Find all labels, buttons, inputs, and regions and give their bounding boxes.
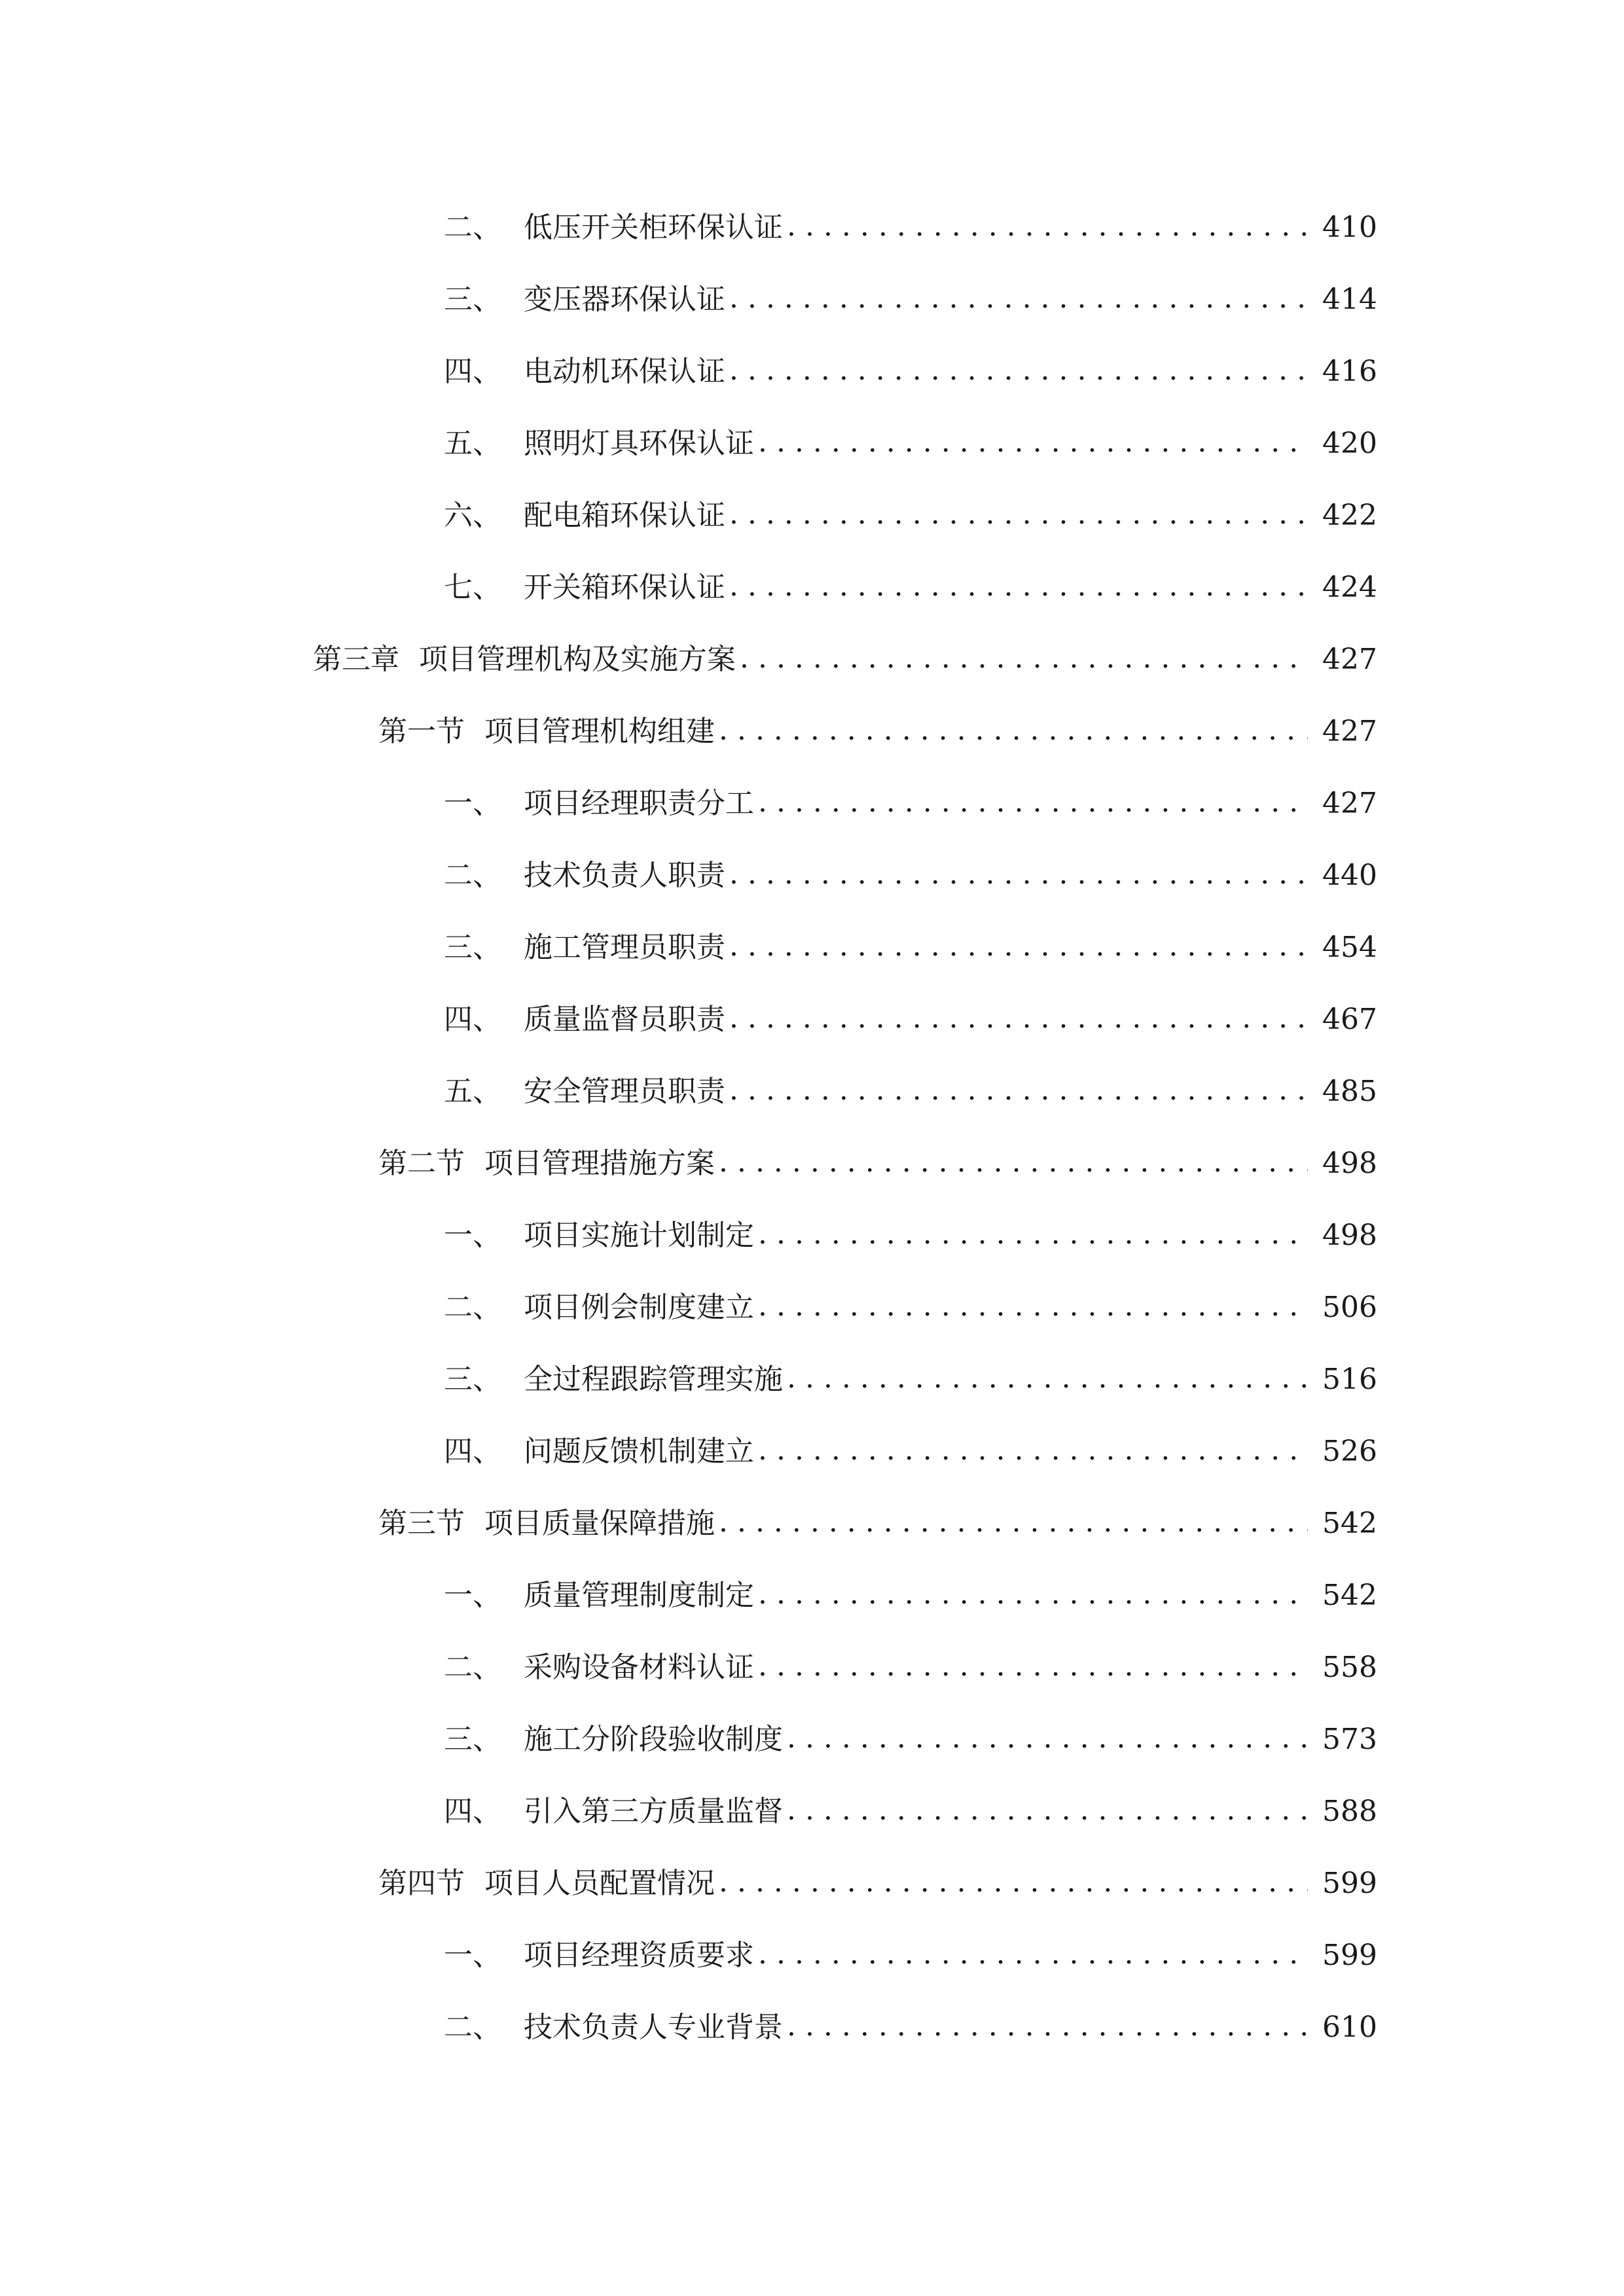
toc-entry-page: 542 (1322, 1507, 1377, 1540)
toc-entry-title: 质量监督员职责 (524, 1003, 725, 1036)
toc-entry[interactable] (444, 1360, 1375, 1399)
toc-entry-page: 420 (1322, 427, 1377, 460)
toc-entry[interactable] (444, 856, 1375, 895)
toc-entry-title: 施工分阶段验收制度 (524, 1723, 783, 1756)
toc-entry[interactable] (444, 784, 1375, 823)
toc-entry-page: 427 (1322, 643, 1377, 676)
toc-entry-page: 599 (1322, 1867, 1377, 1900)
toc-entry-title: 项目管理机构及实施方案 (419, 643, 736, 676)
dot-leader (758, 1215, 1308, 1254)
toc-entry-title: 项目管理机构组建 (484, 715, 715, 748)
dot-leader (758, 1287, 1308, 1326)
dot-leader (787, 207, 1308, 246)
toc-entry-page: 416 (1322, 355, 1377, 388)
dot-leader (719, 711, 1308, 750)
toc-entry-page: 485 (1322, 1075, 1377, 1108)
dot-leader (729, 1071, 1308, 1110)
toc-entry-page: 498 (1322, 1147, 1377, 1180)
dot-leader (787, 1719, 1308, 1758)
toc-entry[interactable] (444, 1432, 1375, 1471)
toc-entry[interactable] (444, 2008, 1375, 2047)
toc-entry-page: 427 (1322, 787, 1377, 820)
toc-entry-page: 588 (1322, 1795, 1377, 1828)
toc-entry-index: 第一节 (378, 715, 465, 748)
toc-entry-index: 六、 (444, 499, 501, 532)
toc-entry-title: 项目经理职责分工 (524, 787, 754, 820)
toc-entry-index: 二、 (444, 211, 501, 244)
toc-entry[interactable] (444, 1288, 1375, 1327)
dot-leader (758, 1647, 1308, 1686)
toc-entry-title: 配电箱环保认证 (524, 499, 725, 532)
toc-entry-index: 三、 (444, 931, 501, 964)
toc-entry[interactable] (444, 496, 1375, 535)
toc-entry-page: 440 (1322, 859, 1377, 892)
toc-entry-title: 变压器环保认证 (524, 283, 725, 316)
toc-entry-title: 项目例会制度建立 (524, 1291, 754, 1324)
toc-entry-title: 技术负责人专业背景 (524, 2011, 783, 2044)
dot-leader (758, 423, 1308, 462)
toc-entry[interactable] (444, 424, 1375, 463)
toc-entry[interactable] (444, 208, 1375, 247)
toc-entry-page: 506 (1322, 1291, 1377, 1324)
toc-entry-index: 第三节 (378, 1507, 465, 1540)
dot-leader (787, 2007, 1308, 2046)
toc-entry-page: 516 (1322, 1363, 1377, 1396)
toc-entry-page: 454 (1322, 931, 1377, 964)
toc-entry[interactable] (444, 1576, 1375, 1615)
toc-entry-section[interactable] (378, 712, 1375, 751)
toc-entry-title: 项目经理资质要求 (524, 1939, 754, 1972)
toc-entry-page: 526 (1322, 1435, 1377, 1468)
toc-entry[interactable] (444, 928, 1375, 967)
toc-entry-section[interactable] (378, 1144, 1375, 1183)
toc-entry-title: 全过程跟踪管理实施 (524, 1363, 783, 1396)
toc-entry-title: 施工管理员职责 (524, 931, 725, 964)
toc-entry-title: 采购设备材料认证 (524, 1651, 754, 1684)
toc-entry-page: 610 (1322, 2011, 1377, 2044)
toc-entry-index: 一、 (444, 1939, 501, 1972)
dot-leader (719, 1143, 1308, 1182)
toc-entry-page: 498 (1322, 1219, 1377, 1252)
dot-leader (729, 927, 1308, 966)
dot-leader (787, 1791, 1308, 1830)
toc-entry-page: 424 (1322, 571, 1377, 604)
dot-leader (787, 1359, 1308, 1398)
dot-leader (729, 351, 1308, 390)
toc-entry-title: 电动机环保认证 (524, 355, 725, 388)
toc-entry-index: 三、 (444, 283, 501, 316)
toc-entry-index: 七、 (444, 571, 501, 604)
toc-entry[interactable] (444, 568, 1375, 607)
dot-leader (729, 999, 1308, 1038)
toc-entry-index: 第二节 (378, 1147, 465, 1180)
dot-leader (719, 1503, 1308, 1542)
toc-entry-index: 第三章 (313, 643, 399, 676)
dot-leader (719, 1863, 1308, 1902)
dot-leader (758, 1935, 1308, 1974)
toc-entry-title: 引入第三方质量监督 (524, 1795, 783, 1828)
toc-entry-page: 573 (1322, 1723, 1377, 1756)
toc-entry-section[interactable] (378, 1504, 1375, 1543)
dot-leader (758, 1431, 1308, 1470)
dot-leader (729, 279, 1308, 318)
toc-entry-title: 项目管理措施方案 (484, 1147, 715, 1180)
toc-entry-page: 427 (1322, 715, 1377, 748)
toc-entry-title: 技术负责人职责 (524, 859, 725, 892)
toc-entry-page: 467 (1322, 1003, 1377, 1036)
toc-entry-page: 599 (1322, 1939, 1377, 1972)
dot-leader (729, 855, 1308, 894)
toc-entry[interactable] (444, 280, 1375, 319)
toc-entry-title: 开关箱环保认证 (524, 571, 725, 604)
dot-leader (758, 1575, 1308, 1614)
toc-entry-index: 四、 (444, 355, 501, 388)
toc-entry[interactable] (444, 1216, 1375, 1255)
toc-entry-index: 五、 (444, 427, 501, 460)
toc-entry-section[interactable] (378, 1864, 1375, 1903)
toc-entry-index: 二、 (444, 859, 501, 892)
toc-entry[interactable] (444, 1000, 1375, 1039)
toc-entry[interactable] (444, 352, 1375, 391)
toc-entry-index: 二、 (444, 1291, 501, 1324)
dot-leader (729, 567, 1308, 606)
toc-entry-page: 542 (1322, 1579, 1377, 1612)
dot-leader (729, 495, 1308, 534)
toc-entry-index: 二、 (444, 1651, 501, 1684)
toc-entry-index: 二、 (444, 2011, 501, 2044)
toc-entry-chapter[interactable] (313, 640, 1375, 679)
toc-entry-index: 一、 (444, 1219, 501, 1252)
toc-entry-title: 安全管理员职责 (524, 1075, 725, 1108)
toc-entry-title: 低压开关柜环保认证 (524, 211, 783, 244)
toc-entry-index: 三、 (444, 1363, 501, 1396)
toc-entry[interactable] (444, 1792, 1375, 1831)
toc-entry-title: 照明灯具环保认证 (524, 427, 754, 460)
toc-entry[interactable] (444, 1936, 1375, 1975)
toc-entry-index: 四、 (444, 1795, 501, 1828)
toc-entry-index: 第四节 (378, 1867, 465, 1900)
toc-entry-index: 五、 (444, 1075, 501, 1108)
toc-entry[interactable] (444, 1720, 1375, 1759)
toc-entry-index: 三、 (444, 1723, 501, 1756)
toc-entry-page: 414 (1322, 283, 1377, 316)
toc-entry[interactable] (444, 1072, 1375, 1111)
toc-entry-title: 质量管理制度制定 (524, 1579, 754, 1612)
toc-entry-title: 项目实施计划制定 (524, 1219, 754, 1252)
toc-entry-title: 问题反馈机制建立 (524, 1435, 754, 1468)
toc-entry-index: 一、 (444, 1579, 501, 1612)
dot-leader (740, 639, 1308, 678)
toc-entry-index: 一、 (444, 787, 501, 820)
toc-entry-page: 410 (1322, 211, 1377, 244)
toc-entry-title: 项目质量保障措施 (484, 1507, 715, 1540)
toc-entry-page: 422 (1322, 499, 1377, 532)
toc-entry-index: 四、 (444, 1435, 501, 1468)
toc-entry-index: 四、 (444, 1003, 501, 1036)
toc-entry[interactable] (444, 1648, 1375, 1687)
dot-leader (758, 783, 1308, 822)
toc-entry-page: 558 (1322, 1651, 1377, 1684)
toc-entry-title: 项目人员配置情况 (484, 1867, 715, 1900)
